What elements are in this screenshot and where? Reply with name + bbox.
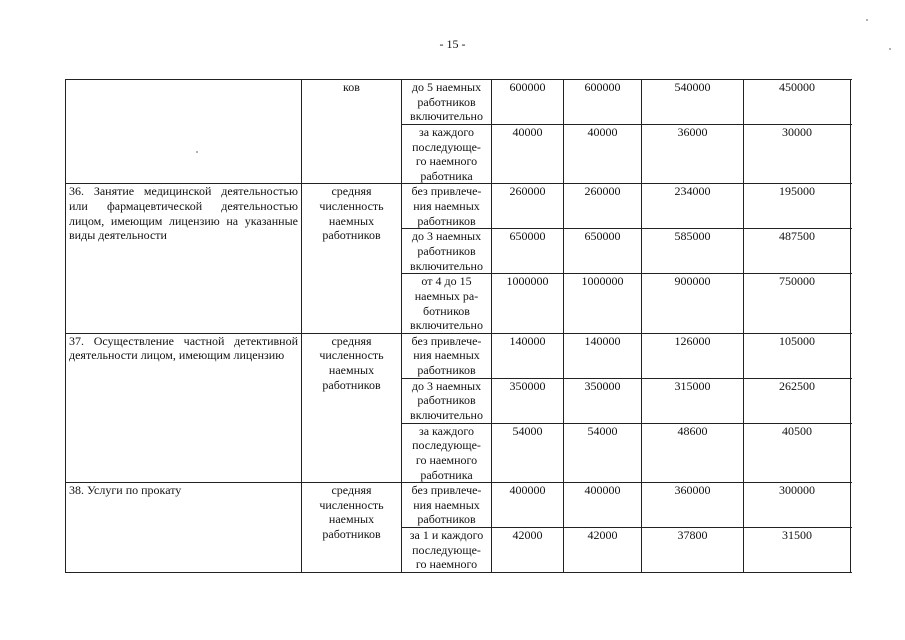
value-cell: 48600 (642, 423, 744, 482)
bracket-line: работников (417, 512, 476, 527)
value-cell: 600000 (492, 80, 564, 125)
value-cell: 54000 (564, 423, 642, 482)
bracket-line: от 4 до 15 (421, 274, 472, 289)
table-row (66, 483, 851, 528)
bracket-cell (402, 528, 492, 573)
value-cell: 36000 (642, 125, 744, 184)
value-cell: 450000 (744, 80, 851, 125)
value-cell: 585000 (642, 229, 744, 274)
value-cell: 1000000 (492, 274, 564, 333)
activity-cell: 37. Осуществление частной детективной деятельности лицом, имеющим лицензию (66, 333, 302, 482)
bracket-line: за 1 и каждого (409, 528, 484, 543)
table-body (66, 80, 851, 573)
value-cell: 40000 (564, 125, 642, 184)
value-cell: 900000 (642, 274, 744, 333)
value-cell: 126000 (642, 333, 744, 378)
bracket-cell (402, 274, 492, 333)
bracket-line: до 5 наемных (411, 80, 482, 94)
bracket-line: включительно (410, 407, 483, 422)
bracket-line: работников (417, 393, 476, 408)
bracket-line: ния наемных (413, 348, 480, 363)
value-cell: 350000 (492, 378, 564, 423)
scan-speck (889, 48, 891, 50)
bracket-line: работников (417, 213, 476, 228)
value-cell: 400000 (492, 483, 564, 528)
scan-speck (196, 151, 198, 153)
value-cell: 360000 (642, 483, 744, 528)
value-cell: 140000 (564, 333, 642, 378)
bracket-line: включительно (410, 258, 483, 273)
bracket-line: включительно (410, 318, 483, 333)
bracket-line: без привлече- (411, 333, 482, 348)
bracket-cell (402, 229, 492, 274)
bracket-cell (402, 333, 492, 378)
bracket-cell (402, 378, 492, 423)
value-cell: 30000 (744, 125, 851, 184)
value-cell: 487500 (744, 229, 851, 274)
activity-cell: 36. Занятие медицинской деятельностью или фармацевтической деятельностью лицом, имеющим лицензию на указанные виды деятельности (66, 184, 302, 333)
bracket-cell (402, 423, 492, 482)
value-cell: 40000 (492, 125, 564, 184)
table-row (66, 333, 851, 378)
value-cell: 750000 (744, 274, 851, 333)
indicator-cell: средняя численность наемных работников (302, 483, 402, 573)
value-cell: 400000 (564, 483, 642, 528)
value-cell: 260000 (564, 184, 642, 229)
activity-cell: 38. Услуги по прокату (66, 483, 302, 573)
bracket-cell (402, 80, 492, 125)
bracket-line: работника (420, 168, 473, 183)
bracket-line: ния наемных (413, 497, 480, 512)
value-cell: 140000 (492, 333, 564, 378)
bracket-cell (402, 483, 492, 528)
value-cell: 540000 (642, 80, 744, 125)
bracket-line: без привлече- (411, 483, 482, 498)
activity-cell (66, 80, 302, 184)
value-cell: 54000 (492, 423, 564, 482)
bracket-line: работников (417, 94, 476, 109)
bracket-line: работников (417, 243, 476, 258)
bracket-line: ния наемных (413, 198, 480, 213)
rates-table (65, 79, 851, 573)
value-cell: 300000 (744, 483, 851, 528)
value-cell: 1000000 (564, 274, 642, 333)
value-cell: 315000 (642, 378, 744, 423)
bracket-line: за каждого (418, 125, 475, 139)
bracket-line: го наемного (415, 452, 478, 467)
value-cell: 650000 (564, 229, 642, 274)
bracket-line: го наемного (415, 154, 478, 169)
bracket-line: за каждого (418, 423, 475, 438)
bracket-line: без привлече- (411, 184, 482, 199)
bracket-line: включительно (410, 109, 483, 124)
bracket-line: работника (420, 467, 473, 482)
value-cell: 600000 (564, 80, 642, 125)
value-cell: 234000 (642, 184, 744, 229)
bracket-line: до 3 наемных (411, 229, 482, 244)
bracket-line: работников (417, 362, 476, 377)
bracket-cell (402, 125, 492, 184)
table-row (66, 80, 851, 125)
value-cell: 37800 (642, 528, 744, 573)
indicator-cell: средняя численность наемных работников (302, 333, 402, 482)
value-cell: 650000 (492, 229, 564, 274)
bracket-line: ботников (423, 303, 470, 318)
table-row (66, 184, 851, 229)
bracket-line: последующе- (412, 438, 481, 453)
bracket-line: последующе- (412, 139, 481, 154)
indicator-cell: ков (302, 80, 402, 184)
value-cell: 42000 (492, 528, 564, 573)
bracket-cell (402, 184, 492, 229)
value-cell: 350000 (564, 378, 642, 423)
bracket-line: го наемного (415, 557, 478, 572)
value-cell: 31500 (744, 528, 851, 573)
value-cell: 260000 (492, 184, 564, 229)
value-cell: 40500 (744, 423, 851, 482)
bracket-line: до 3 наемных (411, 378, 482, 393)
bracket-line: последующе- (412, 542, 481, 557)
value-cell: 195000 (744, 184, 851, 229)
value-cell: 105000 (744, 333, 851, 378)
value-cell: 42000 (564, 528, 642, 573)
value-cell: 262500 (744, 378, 851, 423)
page-number: - 15 - (439, 37, 466, 51)
indicator-cell: средняя численность наемных работников (302, 184, 402, 333)
bracket-line: наемных ра- (414, 288, 479, 303)
scan-speck (866, 19, 868, 21)
